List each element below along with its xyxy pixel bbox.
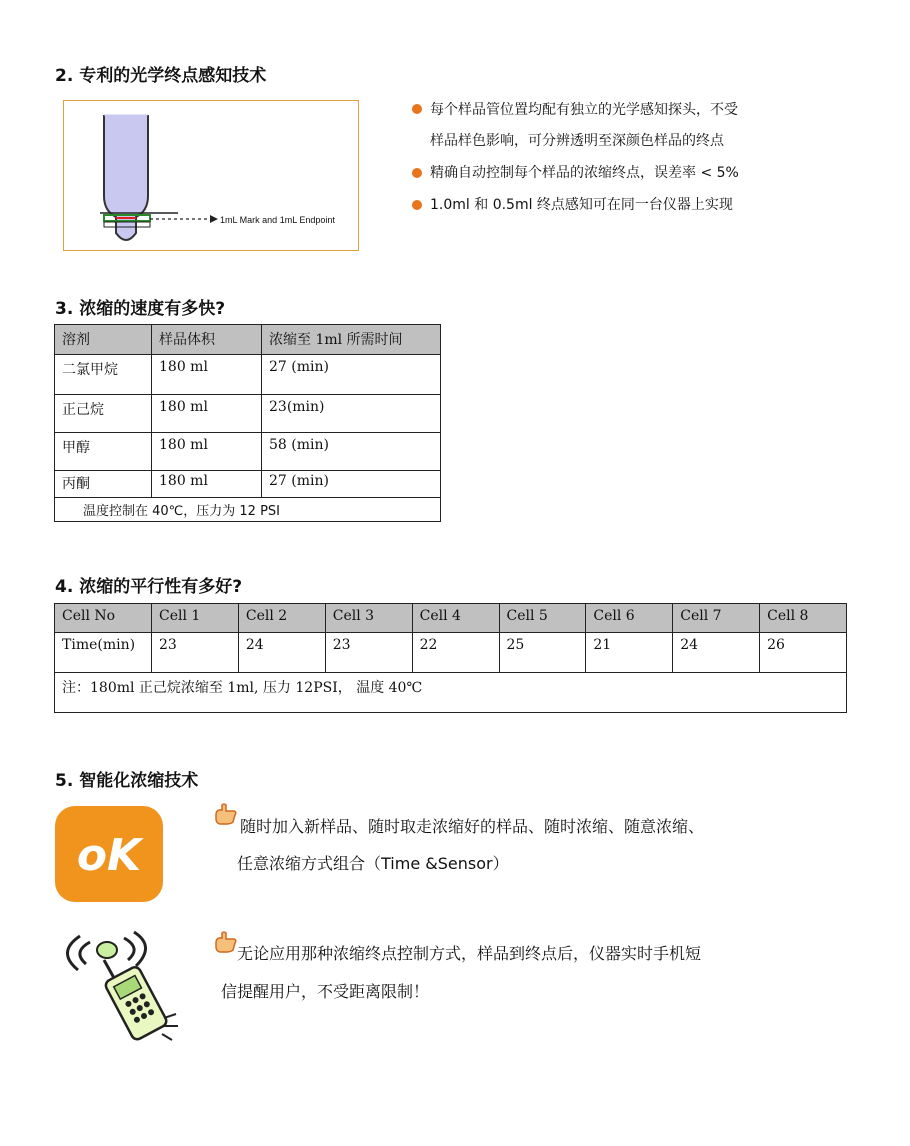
feature-1-cont: 样品样色影响，可分辨透明至深颜色样品的终点	[430, 133, 724, 149]
smart-text-2: 无论应用那种浓缩终点控制方式，样品到终点后，仪器实时手机短	[237, 944, 702, 963]
header-cell: 浓缩至 1ml 所需时间	[262, 325, 441, 355]
table-cell: 24	[238, 633, 325, 673]
table-row	[55, 355, 441, 395]
table-note-row	[55, 673, 847, 713]
header-cell: Cell 5	[499, 604, 586, 633]
table-row	[55, 633, 847, 673]
header-cell: Cell 2	[238, 604, 325, 633]
header-cell: Cell 1	[152, 604, 239, 633]
smart-text-2-cont: 信提醒用户，不受距离限制！	[221, 982, 430, 1001]
table-cell: 丙酮	[55, 471, 152, 498]
feature-2: 精确自动控制每个样品的浓缩终点，误差率 < 5%	[430, 165, 739, 181]
table-cell: 180 ml	[152, 395, 262, 433]
header-cell: Cell 6	[586, 604, 673, 633]
endpoint-diagram	[63, 100, 359, 251]
table-cell: 180 ml	[152, 355, 262, 395]
bullet-dot	[412, 200, 422, 210]
table-note-row	[55, 498, 441, 522]
table-cell: 23	[152, 633, 239, 673]
table-cell: 26	[760, 633, 847, 673]
header-cell: 样品体积	[152, 325, 262, 355]
table-row	[55, 433, 441, 471]
table-cell: 24	[673, 633, 760, 673]
header-cell: Cell No	[55, 604, 152, 633]
bullet-dot	[412, 168, 422, 178]
table-cell: 23(min)	[262, 395, 441, 433]
table-row	[55, 395, 441, 433]
header-cell: Cell 8	[760, 604, 847, 633]
section-2-title: 2. 专利的光学终点感知技术	[55, 66, 267, 86]
table-row	[55, 471, 441, 498]
header-cell: 溶剂	[55, 325, 152, 355]
table-note: 温度控制在 40℃，压力为 12 PSI	[55, 498, 441, 522]
table-header-row	[55, 604, 847, 633]
speed-table	[54, 324, 441, 522]
mobile-phone-icon	[52, 930, 182, 1042]
header-cell: Cell 7	[673, 604, 760, 633]
ok-badge-icon	[55, 806, 163, 902]
table-cell: 甲醇	[55, 433, 152, 471]
smart-text-1-cont: 任意浓缩方式组合（Time &Sensor）	[237, 854, 509, 873]
table-cell: 25	[499, 633, 586, 673]
table-cell: Time(min)	[55, 633, 152, 673]
pointing-hand-icon	[214, 931, 238, 953]
smart-text-1: 随时加入新样品、随时取走浓缩好的样品、随时浓缩、随意浓缩、	[240, 817, 705, 836]
table-cell: 22	[412, 633, 499, 673]
table-cell: 正己烷	[55, 395, 152, 433]
header-cell: Cell 4	[412, 604, 499, 633]
section-5-title: 5. 智能化浓缩技术	[55, 771, 199, 791]
section-4-title: 4. 浓缩的平行性有多好?	[55, 577, 243, 597]
header-cell: Cell 3	[325, 604, 412, 633]
table-cell: 27 (min)	[262, 471, 441, 498]
diagram-label: 1mL Mark and 1mL Endpoint	[220, 215, 335, 225]
table-cell: 58 (min)	[262, 433, 441, 471]
ok-glyph	[55, 806, 163, 902]
table-cell: 180 ml	[152, 433, 262, 471]
table-cell: 180 ml	[152, 471, 262, 498]
tube-diagram-svg	[64, 101, 360, 252]
table-cell: 21	[586, 633, 673, 673]
svg-text:oK: oK	[76, 830, 142, 881]
table-cell: 二氯甲烷	[55, 355, 152, 395]
section-3-title: 3. 浓缩的速度有多快?	[55, 299, 226, 319]
table-cell: 27 (min)	[262, 355, 441, 395]
parallel-table	[54, 603, 847, 713]
table-cell: 23	[325, 633, 412, 673]
feature-1: 每个样品管位置均配有独立的光学感知探头，不受	[430, 102, 738, 118]
pointing-hand-icon	[214, 803, 238, 825]
table-note: 注：180ml 正己烷浓缩至 1ml, 压力 12PSI， 温度 40℃	[55, 673, 847, 713]
feature-3: 1.0ml 和 0.5ml 终点感知可在同一台仪器上实现	[430, 197, 733, 213]
table-header-row	[55, 325, 441, 355]
bullet-dot	[412, 104, 422, 114]
